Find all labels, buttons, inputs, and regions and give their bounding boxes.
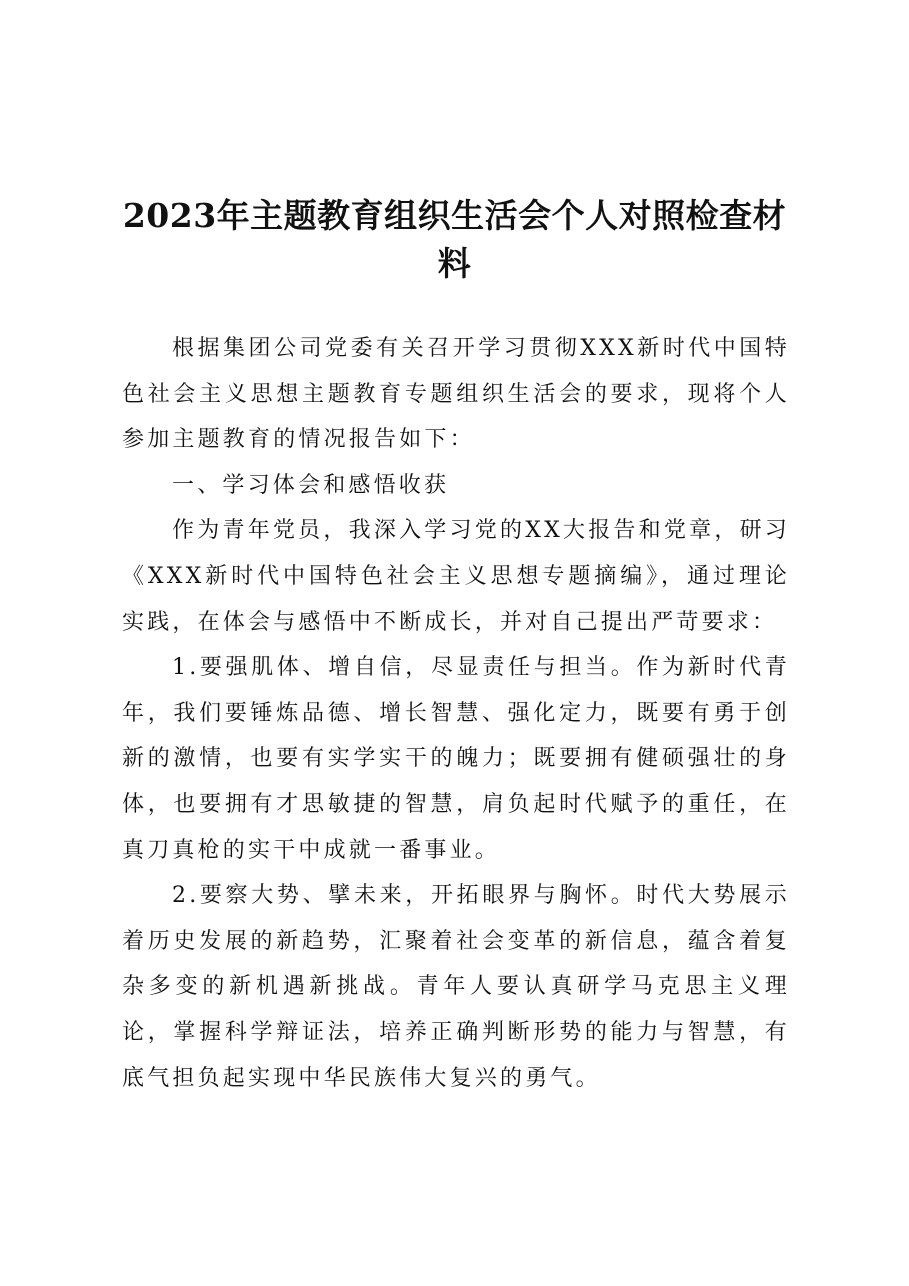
- paragraph-intro: 根据集团公司党委有关召开学习贯彻XXX新时代中国特色社会主义思想主题教育专题组织生活会的要求，现将个人参加主题教育的情况报告如下：: [122, 336, 790, 453]
- paragraph-study: 作为青年党员，我深入学习党的XX大报告和党章，研习《XXX新时代中国特色社会主义思想专题摘编》，通过理论实践，在体会与感悟中不断成长，并对自己提出严苛要求：: [122, 518, 790, 635]
- document-body: [122, 326, 790, 1101]
- paragraph-point-1: 1.要强肌体、增自信，尽显责任与担当。作为新时代青年，我们要锤炼品德、增长智慧、强化定力，既要有勇于创新的激情，也要有实学实干的魄力；既要拥有健硕强壮的身体，也要拥有才思敏捷的智慧，肩负起时代赋予的重任，在真刀真枪的实干中成就一番事业。: [122, 655, 790, 863]
- section-heading: 一、学习体会和感悟收获: [172, 472, 450, 498]
- document-title: 2023年主题教育组织生活会个人对照检查材料: [122, 196, 787, 283]
- paragraph-point-2: 2.要察大势、擘未来，开拓眼界与胸怀。时代大势展示着历史发展的新趋势，汇聚着社会变革的新信息，蕴含着复杂多变的新机遇新挑战。青年人要认真研学马克思主义理论，掌握科学辩证法，培养正确判断形势的能力与智慧，有底气担负起实现中华民族伟大复兴的勇气。: [122, 883, 790, 1091]
